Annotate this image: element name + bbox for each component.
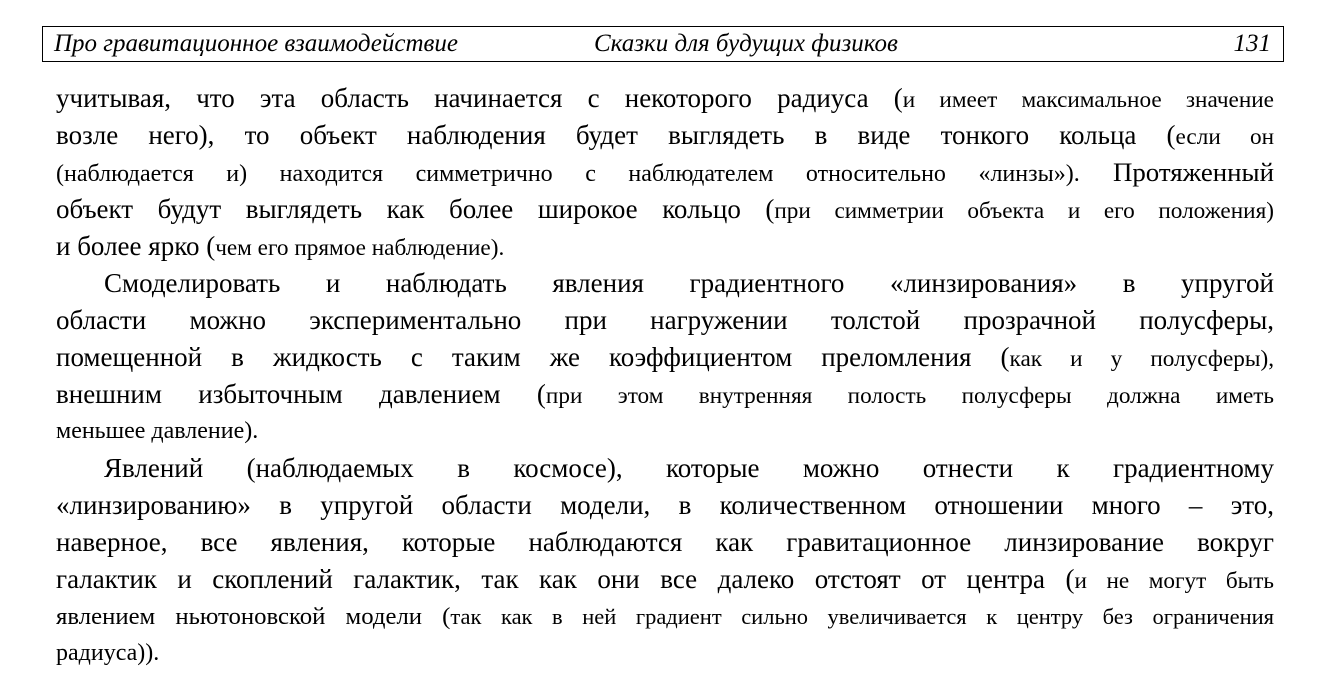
text-run: помещенной в жидкость с таким же коэффициентом преломления (: [56, 342, 1010, 372]
text-line: [56, 191, 1274, 228]
body-text: [56, 80, 1274, 672]
text-run: и более ярко (: [56, 231, 216, 261]
text-run: галактик и скоплений галактик, так как они все далеко отстоят от центра (: [56, 564, 1075, 594]
paragraph-start-line: Явлений (наблюдаемых в космосе), которые можно отнести к градиентному: [104, 453, 1274, 483]
text-line: [56, 339, 1274, 376]
text-run: явлением ньютоновской модели (: [56, 603, 451, 630]
running-header: [42, 26, 1284, 62]
text-line: [56, 154, 1274, 191]
text-line: [56, 80, 1274, 117]
text-run: учитывая, что эта область начинается с некоторого радиуса (: [56, 83, 903, 113]
text-line: наверное, все явления, которые наблюдаются как гравитационное линзирование вокруг: [56, 527, 1274, 557]
header-book-title: Сказки для будущих физиков: [594, 30, 898, 57]
page-number: 131: [1233, 30, 1271, 57]
text-run: Протяженный: [1079, 157, 1274, 187]
text-run: так как в ней градиент сильно увеличивается к центру без ограничения: [450, 604, 1274, 629]
text-line: [56, 561, 1274, 598]
text-run: чем его прямое наблюдение).: [215, 235, 505, 261]
text-run: при симметрии объекта и его положения): [774, 198, 1274, 224]
text-run: и не могут быть: [1074, 568, 1274, 594]
text-line: области можно экспериментально при нагружении толстой прозрачной полусферы,: [56, 305, 1274, 335]
header-section-title: Про гравитационное взаимодействие: [54, 30, 458, 57]
text-line: меньшее давление).: [56, 418, 259, 444]
text-line: [56, 117, 1274, 154]
text-line: [56, 598, 1274, 635]
text-run: как и у полусферы),: [1009, 346, 1274, 372]
text-run: объект будут выглядеть как более широкое кольцо (: [56, 194, 775, 224]
text-line: радиуса)).: [56, 640, 160, 666]
text-run: и имеет максимальное значение: [902, 87, 1274, 113]
text-run: (наблюдается и) находится симметрично с наблюдателем относительно «линзы»).: [56, 161, 1080, 187]
text-run: если он: [1175, 124, 1275, 150]
text-line: «линзированию» в упругой области модели, в количественном отношении много – это,: [56, 490, 1274, 520]
text-run: внешним избыточным давлением (: [56, 379, 546, 409]
text-line: [56, 228, 1274, 265]
paragraph-start-line: Смоделировать и наблюдать явления градиентного «линзирования» в упругой: [104, 268, 1274, 298]
text-run: возле него), то объект наблюдения будет выглядеть в виде тонкого кольца (: [56, 120, 1176, 150]
text-run: при этом внутренняя полость полусферы должна иметь: [545, 383, 1275, 409]
text-line: [56, 376, 1274, 413]
